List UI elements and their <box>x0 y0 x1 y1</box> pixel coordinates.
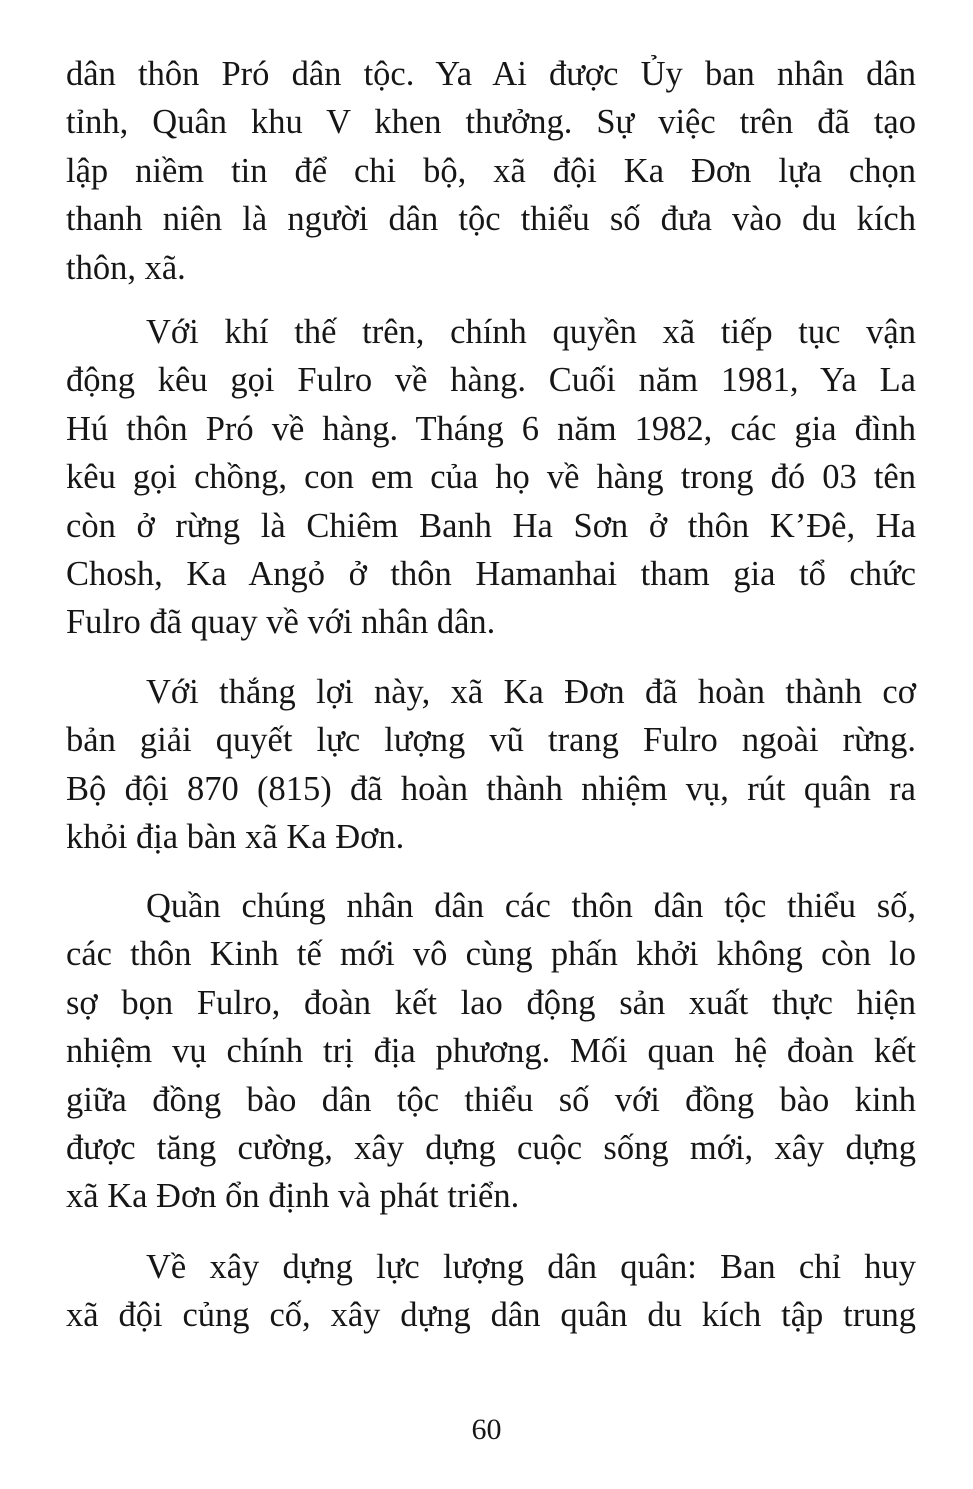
text-line: sợ bọn Fulro, đoàn kết lao động sản xuất thực hiện <box>66 983 916 1022</box>
text-line: giữa đồng bào dân tộc thiểu số với đồng bào kinh <box>66 1080 916 1119</box>
text-line: Hú thôn Pró về hàng. Tháng 6 năm 1982, các gia đình <box>66 409 916 448</box>
text-line: động kêu gọi Fulro về hàng. Cuối năm 1981, Ya La <box>66 361 916 400</box>
text-line: Quần chúng nhân dân các thôn dân tộc thiểu số, <box>146 887 916 925</box>
page-number: 60 <box>471 1413 502 1446</box>
paragraph-3 <box>66 668 916 862</box>
text-line: Chosh, Ka Angỏ ở thôn Hamanhai tham gia tổ chức <box>66 555 916 594</box>
paragraph-2 <box>66 308 916 647</box>
text-line: dân thôn Pró dân tộc. Ya Ai được Ủy ban nhân dân <box>66 55 916 93</box>
text-line: Với thắng lợi này, xã Ka Đơn đã hoàn thành cơ <box>146 673 916 711</box>
text-line: còn ở rừng là Chiêm Banh Ha Sơn ở thôn K’Đê, Ha <box>66 506 916 545</box>
text-line: khỏi địa bàn xã Ka Đơn. <box>66 818 405 857</box>
paragraph-4 <box>66 882 916 1221</box>
text-line: bản giải quyết lực lượng vũ trang Fulro ngoài rừng. <box>66 721 916 760</box>
text-line: lập niềm tin để chi bộ, xã đội Ka Đơn lựa chọn <box>66 151 916 190</box>
text-line: xã đội củng cố, xây dựng dân quân du kích tập trung <box>66 1296 916 1335</box>
text-line: tỉnh, Quân khu V khen thưởng. Sự việc trên đã tạo <box>66 103 916 142</box>
text-line: Bộ đội 870 (815) đã hoàn thành nhiệm vụ, rút quân ra <box>66 769 916 808</box>
text-line: được tăng cường, xây dựng cuộc sống mới, xây dựng <box>66 1129 916 1168</box>
text-line: Fulro đã quay về với nhân dân. <box>66 603 496 642</box>
text-line: nhiệm vụ chính trị địa phương. Mối quan hệ đoàn kết <box>66 1032 916 1071</box>
text-line: kêu gọi chồng, con em của họ về hàng trong đó 03 tên <box>66 458 916 497</box>
text-line: thôn, xã. <box>66 248 186 287</box>
text-line: thanh niên là người dân tộc thiểu số đưa vào du kích <box>66 200 916 239</box>
text-line: các thôn Kinh tế mới vô cùng phấn khởi không còn lo <box>66 935 916 974</box>
paragraph-1 <box>66 50 916 292</box>
text-line: xã Ka Đơn ổn định và phát triển. <box>66 1177 520 1216</box>
text-line: Về xây dựng lực lượng dân quân: Ban chỉ huy <box>146 1248 916 1286</box>
paragraph-5 <box>66 1243 916 1340</box>
text-line: Với khí thế trên, chính quyền xã tiếp tục vận <box>146 313 916 351</box>
